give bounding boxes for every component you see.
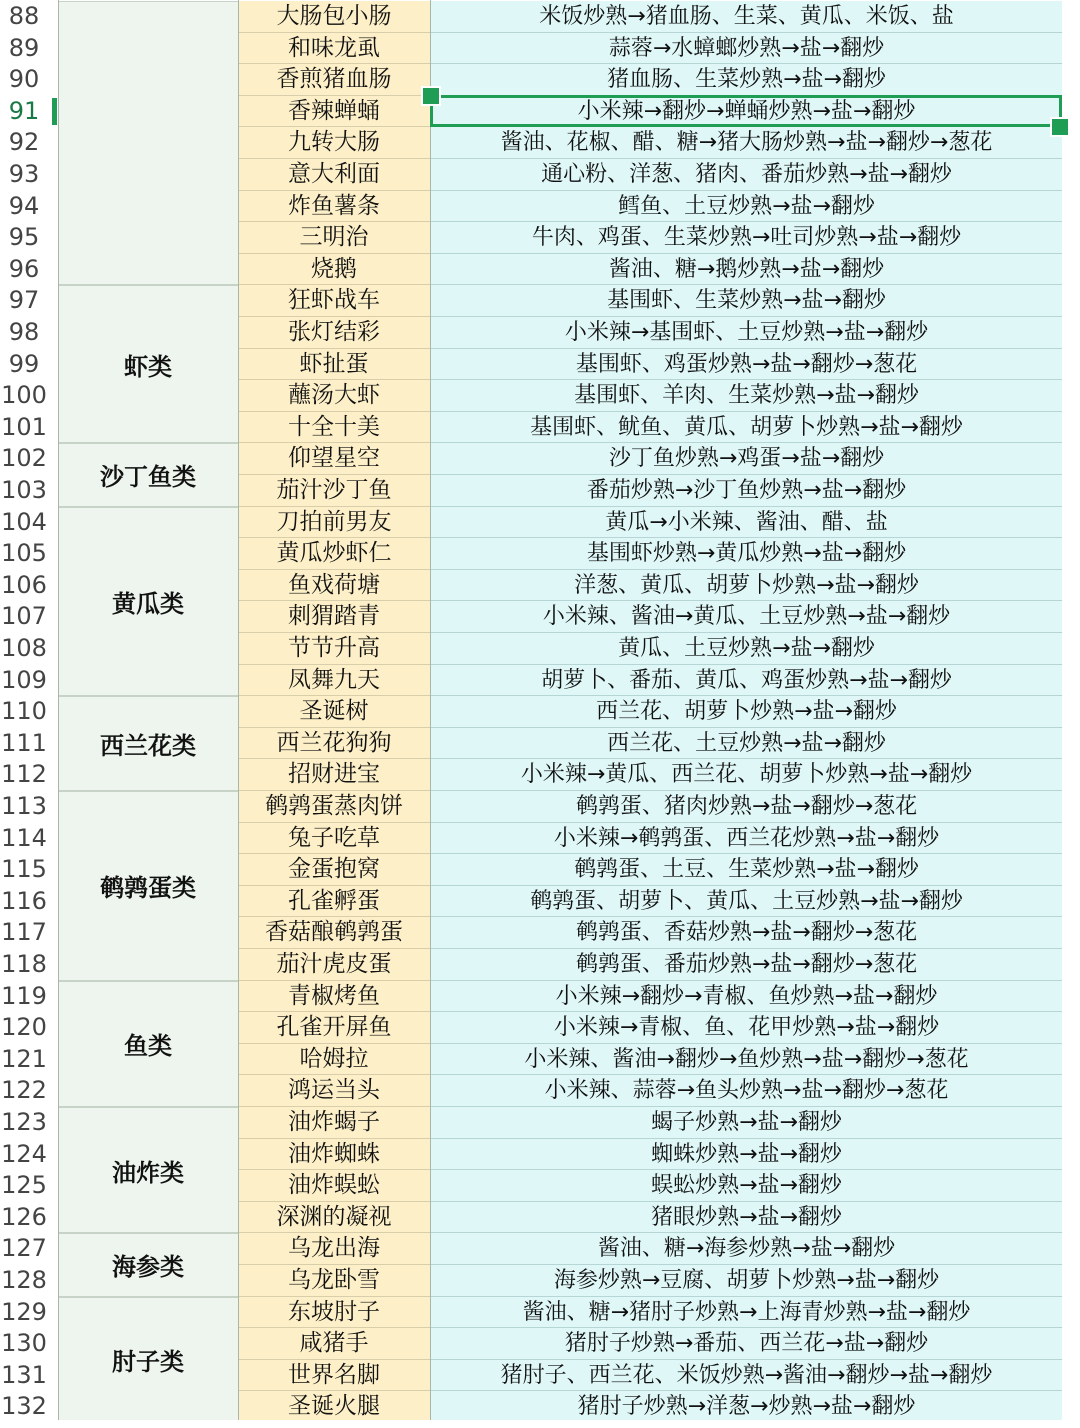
dish-name-cell[interactable]: 鸿运当头 [238,1075,430,1107]
recipe-cell[interactable]: 鹌鹑蛋、土豆、生菜炒熟→盐→翻炒 [431,854,1062,886]
dish-name-cell[interactable]: 意大利面 [238,159,430,191]
recipe-cell[interactable]: 猪血肠、生菜炒熟→盐→翻炒 [431,64,1062,96]
row-number[interactable]: 97 [8,286,40,315]
row-number[interactable]: 118 [1,950,47,978]
row-number[interactable]: 93 [8,160,40,188]
dish-name-cell[interactable]: 香菇酿鹌鹑蛋 [238,917,430,949]
recipe-cell[interactable]: 酱油、花椒、醋、糖→猪大肠炒熟→盐→翻炒→葱花 [431,127,1062,159]
sheet-bottom-margin [0,1420,1080,1428]
recipe-cell[interactable]: 猪肘子炒熟→洋葱→炒熟→盐→翻炒 [431,1391,1062,1423]
dish-name-cell[interactable]: 油炸蜘蛛 [238,1139,430,1171]
recipe-cell[interactable]: 番茄炒熟→沙丁鱼炒熟→盐→翻炒 [431,475,1062,507]
dish-name-cell[interactable]: 青椒烤鱼 [238,981,430,1013]
row-number[interactable]: 128 [1,1266,47,1294]
dish-name-cell[interactable]: 油炸蜈蚣 [238,1170,430,1202]
column-divider [238,0,239,1420]
recipe-cell[interactable]: 猪肘子炒熟→番茄、西兰花→盐→翻炒 [431,1328,1062,1360]
recipe-cell[interactable]: 蜈蚣炒熟→盐→翻炒 [431,1170,1062,1202]
row-number[interactable]: 130 [1,1329,47,1358]
dish-name-cell[interactable]: 节节升高 [238,633,430,665]
row-number[interactable]: 98 [8,318,40,346]
category-cell[interactable]: 肘子类 [58,1297,238,1423]
dish-name-cell[interactable]: 十全十美 [238,412,430,444]
row-number[interactable]: 110 [1,697,47,726]
recipe-cell[interactable]: 小米辣→翻炒→青椒、鱼炒熟→盐→翻炒 [431,981,1062,1013]
dish-name-cell[interactable]: 金蛋抱窝 [238,854,430,886]
dish-name-cell[interactable]: 炸鱼薯条 [238,191,430,223]
recipe-cell[interactable]: 基围虾、鱿鱼、黄瓜、胡萝卜炒熟→盐→翻炒 [431,412,1062,444]
dish-name-cell[interactable]: 油炸蝎子 [238,1107,430,1139]
sheet-right-margin [1062,0,1080,1420]
dish-name-cell[interactable]: 三明治 [238,222,430,254]
category-cell[interactable]: 虾类 [58,285,238,443]
row-number[interactable]: 112 [1,760,47,789]
row-number[interactable]: 111 [1,728,47,757]
dish-name-cell[interactable]: 凤舞九天 [238,665,430,697]
recipe-cell[interactable]: 鹌鹑蛋、香菇炒熟→盐→翻炒→葱花 [431,917,1062,949]
recipe-cell[interactable]: 牛肉、鸡蛋、生菜炒熟→吐司炒熟→盐→翻炒 [431,222,1062,254]
dish-name-cell[interactable]: 孔雀开屏鱼 [238,1012,430,1044]
recipe-cell[interactable]: 酱油、糖→海参炒熟→盐→翻炒 [431,1233,1062,1265]
recipe-cell[interactable]: 洋葱、黄瓜、胡萝卜炒熟→盐→翻炒 [431,570,1062,602]
row-number[interactable]: 121 [1,1044,47,1073]
dish-name-cell[interactable]: 西兰花狗狗 [238,728,430,760]
row-number[interactable]: 125 [1,1171,47,1200]
row-number[interactable]: 114 [1,823,47,852]
dish-name-cell[interactable]: 招财进宝 [238,759,430,791]
recipe-cell[interactable]: 鳕鱼、土豆炒熟→盐→翻炒 [431,191,1062,223]
row-number[interactable]: 104 [1,507,47,536]
recipe-cell[interactable]: 黄瓜、土豆炒熟→盐→翻炒 [431,633,1062,665]
recipe-cell[interactable]: 西兰花、土豆炒熟→盐→翻炒 [431,728,1062,760]
recipe-cell[interactable]: 米饭炒熟→猪血肠、生菜、黄瓜、米饭、盐 [431,1,1062,33]
row-number[interactable]: 103 [1,476,47,504]
active-row-marker [52,98,57,126]
dish-name-cell[interactable]: 深渊的凝视 [238,1202,430,1234]
row-number[interactable]: 90 [8,65,40,94]
recipe-cell[interactable]: 小米辣、酱油→黄瓜、土豆炒熟→盐→翻炒 [431,601,1062,633]
row-number[interactable]: 105 [1,539,47,568]
dish-name-cell[interactable]: 仰望星空 [238,443,430,475]
dish-name-cell[interactable]: 虾扯蛋 [238,349,430,381]
row-number[interactable]: 89 [8,33,40,62]
dish-name-cell[interactable]: 鱼戏荷塘 [238,570,430,602]
row-number[interactable]: 108 [1,634,47,662]
row-number[interactable]: 116 [1,886,47,915]
row-number[interactable]: 102 [1,444,47,473]
row-number[interactable]: 99 [8,349,40,378]
recipe-cell[interactable]: 酱油、糖→猪肘子炒熟→上海青炒熟→盐→翻炒 [431,1297,1062,1329]
dish-name-cell[interactable]: 孔雀孵蛋 [238,886,430,918]
dish-name-cell[interactable]: 茄汁沙丁鱼 [238,475,430,507]
dish-name-cell[interactable]: 九转大肠 [238,127,430,159]
recipe-cell[interactable]: 基围虾炒熟→黄瓜炒熟→盐→翻炒 [431,538,1062,570]
recipe-cell[interactable]: 猪肘子、西兰花、米饭炒熟→酱油→翻炒→盐→翻炒 [431,1360,1062,1392]
column-divider [430,0,431,1420]
row-number[interactable]: 115 [1,855,47,884]
recipe-cell[interactable]: 通心粉、洋葱、猪肉、番茄炒熟→盐→翻炒 [431,159,1062,191]
row-number[interactable]: 127 [1,1234,47,1263]
row-number[interactable]: 122 [1,1076,47,1105]
recipe-cell[interactable]: 小米辣→基围虾、土豆炒熟→盐→翻炒 [431,317,1062,349]
row-number[interactable]: 131 [1,1360,47,1389]
row-number[interactable]: 119 [1,981,47,1010]
row-number[interactable]: 113 [1,792,47,820]
row-number[interactable]: 95 [8,223,40,252]
dish-name-cell[interactable]: 圣诞火腿 [238,1391,430,1423]
recipe-cell[interactable]: 小米辣→黄瓜、西兰花、胡萝卜炒熟→盐→翻炒 [431,759,1062,791]
dish-name-cell[interactable]: 世界名脚 [238,1360,430,1392]
category-cell[interactable]: 黄瓜类 [58,507,238,697]
recipe-cell[interactable]: 鹌鹑蛋、番茄炒熟→盐→翻炒→葱花 [431,949,1062,981]
recipe-cell[interactable]: 沙丁鱼炒熟→鸡蛋→盐→翻炒 [431,443,1062,475]
row-number[interactable]: 94 [8,191,40,220]
recipe-cell[interactable]: 蒜蓉→水蟑螂炒熟→盐→翻炒 [431,33,1062,65]
recipe-cell[interactable]: 鹌鹑蛋、猪肉炒熟→盐→翻炒→葱花 [431,791,1062,823]
recipe-cell[interactable]: 基围虾、羊肉、生菜炒熟→盐→翻炒 [431,380,1062,412]
dish-name-cell[interactable]: 烧鹅 [238,254,430,286]
recipe-cell[interactable]: 蜘蛛炒熟→盐→翻炒 [431,1139,1062,1171]
row-number[interactable]: 124 [1,1139,47,1168]
recipe-cell[interactable]: 海参炒熟→豆腐、胡萝卜炒熟→盐→翻炒 [431,1265,1062,1297]
category-cell[interactable]: 鱼类 [58,981,238,1107]
recipe-cell[interactable]: 猪眼炒熟→盐→翻炒 [431,1202,1062,1234]
dish-name-cell[interactable]: 乌龙出海 [238,1233,430,1265]
column-divider [58,0,59,1420]
row-number[interactable]: 92 [8,128,40,157]
row-number[interactable]: 96 [8,254,40,283]
recipe-cell[interactable]: 小米辣→翻炒→蝉蛹炒熟→盐→翻炒 [431,96,1062,128]
recipe-cell[interactable]: 胡萝卜、番茄、黄瓜、鸡蛋炒熟→盐→翻炒 [431,665,1062,697]
recipe-cell[interactable]: 西兰花、胡萝卜炒熟→盐→翻炒 [431,696,1062,728]
category-cell[interactable]: 鹌鹑蛋类 [58,791,238,981]
dish-name-cell[interactable]: 大肠包小肠 [238,1,430,33]
dish-name-cell[interactable]: 香煎猪血肠 [238,64,430,96]
dish-name-cell[interactable]: 和味龙虱 [238,33,430,65]
recipe-cell[interactable]: 小米辣、蒜蓉→鱼头炒熟→盐→翻炒→葱花 [431,1075,1062,1107]
row-number[interactable]: 106 [1,570,47,599]
dish-name-cell[interactable]: 刀拍前男友 [238,507,430,539]
recipe-cell[interactable]: 小米辣、酱油→翻炒→鱼炒熟→盐→翻炒→葱花 [431,1044,1062,1076]
row-number[interactable]: 107 [1,602,47,631]
dish-name-cell[interactable]: 东坡肘子 [238,1297,430,1329]
category-cell[interactable]: 西兰花类 [58,696,238,791]
row-number[interactable]: 100 [1,381,47,410]
category-cell[interactable]: 油炸类 [58,1107,238,1233]
row-number-gutter [0,0,56,1428]
dish-name-cell[interactable]: 黄瓜炒虾仁 [238,538,430,570]
row-number[interactable]: 123 [1,1108,47,1136]
dish-name-cell[interactable]: 鹌鹑蛋蒸肉饼 [238,791,430,823]
selection-handle-top-left[interactable] [421,86,441,106]
dish-name-cell[interactable]: 狂虾战车 [238,285,430,317]
dish-name-cell[interactable]: 乌龙卧雪 [238,1265,430,1297]
recipe-cell[interactable]: 鹌鹑蛋、胡萝卜、黄瓜、土豆炒熟→盐→翻炒 [431,886,1062,918]
dish-name-cell[interactable]: 香辣蝉蛹 [238,96,430,128]
recipe-cell[interactable]: 黄瓜→小米辣、酱油、醋、盐 [431,507,1062,539]
recipe-cell[interactable]: 基围虾、鸡蛋炒熟→盐→翻炒→葱花 [431,349,1062,381]
dish-name-cell[interactable]: 哈姆拉 [238,1044,430,1076]
recipe-cell[interactable]: 小米辣→鹌鹑蛋、西兰花炒熟→盐→翻炒 [431,823,1062,855]
row-number[interactable]: 126 [1,1202,47,1231]
row-number[interactable]: 91 [8,96,40,125]
selection-handle-bottom-right[interactable] [1050,117,1070,137]
category-cell[interactable]: 沙丁鱼类 [58,443,238,506]
category-cell[interactable]: 海参类 [58,1233,238,1296]
row-number[interactable]: 101 [1,412,47,441]
dish-name-cell[interactable]: 茄汁虎皮蛋 [238,949,430,981]
recipe-cell[interactable]: 小米辣→青椒、鱼、花甲炒熟→盐→翻炒 [431,1012,1062,1044]
recipe-cell[interactable]: 基围虾、生菜炒熟→盐→翻炒 [431,285,1062,317]
dish-name-cell[interactable]: 咸猪手 [238,1328,430,1360]
row-number[interactable]: 129 [1,1297,47,1326]
dish-name-cell[interactable]: 兔子吃草 [238,823,430,855]
dish-name-cell[interactable]: 圣诞树 [238,696,430,728]
row-number[interactable]: 117 [1,918,47,947]
dish-name-cell[interactable]: 蘸汤大虾 [238,380,430,412]
dish-name-cell[interactable]: 刺猬踏青 [238,601,430,633]
row-number[interactable]: 132 [1,1392,47,1421]
category-cell[interactable] [58,1,238,285]
row-number[interactable]: 109 [1,665,47,694]
row-number[interactable]: 88 [8,2,40,30]
recipe-cell[interactable]: 蝎子炒熟→盐→翻炒 [431,1107,1062,1139]
dish-name-cell[interactable]: 张灯结彩 [238,317,430,349]
row-number[interactable]: 120 [1,1013,47,1042]
recipe-cell[interactable]: 酱油、糖→鹅炒熟→盐→翻炒 [431,254,1062,286]
